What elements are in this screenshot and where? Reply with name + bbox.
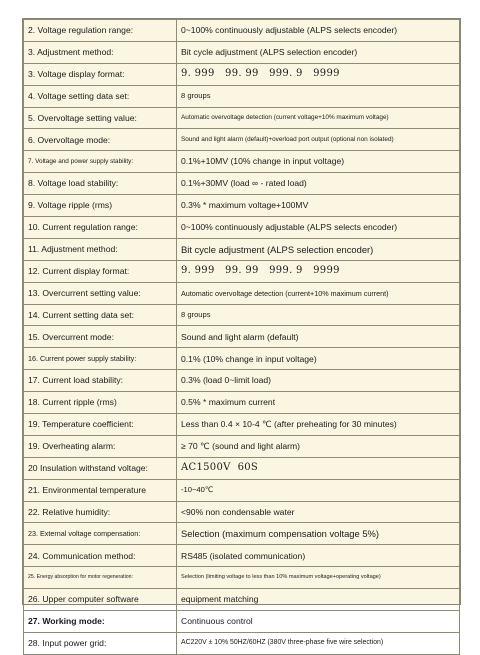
spec-value: Continuous control [177, 611, 460, 633]
spec-label: 3. Adjustment method: [24, 41, 177, 63]
spec-row-voltage-ripple [24, 195, 460, 217]
spec-label: 21. Environmental temperature [24, 479, 177, 501]
spec-row-voltage-load-stability [24, 173, 460, 195]
spec-row-current-power-supply-stability [24, 348, 460, 370]
spec-row-temperature-coefficient [24, 414, 460, 436]
spec-value: 0.3% (load 0~limit load) [177, 370, 460, 392]
spec-value: 0~100% continuously adjustable (ALPS selects encoder) [177, 20, 460, 42]
spec-label: 18. Current ripple (rms) [24, 392, 177, 414]
spec-row-overvoltage-mode [24, 129, 460, 151]
spec-value: AC220V ± 10% 50HZ/60HZ (380V three-phase five wire selection) [177, 632, 460, 654]
spec-value: -10~40℃ [177, 479, 460, 501]
spec-value: Automatic overvoltage detection (current voltage+10% maximum voltage) [177, 107, 460, 129]
spec-value: AC1500V 60S [177, 457, 460, 479]
spec-label: 15. Overcurrent mode: [24, 326, 177, 348]
spec-label: 14. Current setting data set: [24, 304, 177, 326]
spec-row-overcurrent-setting-value [24, 282, 460, 304]
spec-row-current-regulation-range [24, 217, 460, 239]
spec-label: 2. Voltage regulation range: [24, 20, 177, 42]
spec-label: 6. Overvoltage mode: [24, 129, 177, 151]
spec-label: 3. Voltage display format: [24, 63, 177, 85]
spec-value: <90% non condensable water [177, 501, 460, 523]
spec-label: 19. Overheating alarm: [24, 435, 177, 457]
spec-value: Automatic overvoltage detection (current+10% maximum current) [177, 282, 460, 304]
spec-row-voltage-display-format [24, 63, 460, 85]
spec-label: 12. Current display format: [24, 260, 177, 282]
spec-label: 20 Insulation withstand voltage: [24, 457, 177, 479]
spec-value: 0.3% * maximum voltage+100MV [177, 195, 460, 217]
spec-label: 26. Upper computer software [24, 589, 177, 611]
spec-value: Selection (limiting voltage to less than 10% maximum voltage+operating voltage) [177, 567, 460, 589]
spec-value: 0.1%+10MV (10% change in input voltage) [177, 151, 460, 173]
spec-row-current-display-format [24, 260, 460, 282]
spec-row-voltage-regulation-range [24, 20, 460, 42]
spec-table [23, 19, 460, 655]
spec-row-overvoltage-setting-value [24, 107, 460, 129]
spec-row-current-setting-data-set [24, 304, 460, 326]
spec-value: Bit cycle adjustment (ALPS selection encoder) [177, 238, 460, 260]
spec-value: 9. 999 99. 99 999. 9 9999 [177, 63, 460, 85]
spec-label: 27. Working mode: [24, 611, 177, 633]
spec-label: 28. Input power grid: [24, 632, 177, 654]
spec-row-communication-method [24, 545, 460, 567]
spec-value: ≥ 70 ℃ (sound and light alarm) [177, 435, 460, 457]
spec-row-voltage-setting-data-set [24, 85, 460, 107]
spec-row-external-voltage-compensation [24, 523, 460, 545]
spec-label: 24. Communication method: [24, 545, 177, 567]
spec-row-insulation-withstand-voltage [24, 457, 460, 479]
spec-label: 16. Current power supply stability: [24, 348, 177, 370]
spec-value: 0~100% continuously adjustable (ALPS selects encoder) [177, 217, 460, 239]
spec-label: 7. Voltage and power supply stability: [24, 151, 177, 173]
spec-row-overcurrent-mode [24, 326, 460, 348]
spec-row-current-adjustment-method [24, 238, 460, 260]
spec-row-environmental-temperature [24, 479, 460, 501]
spec-value: RS485 (isolated communication) [177, 545, 460, 567]
spec-row-working-mode [24, 611, 460, 633]
spec-value: equipment matching [177, 589, 460, 611]
spec-label: 8. Voltage load stability: [24, 173, 177, 195]
spec-row-current-load-stability [24, 370, 460, 392]
spec-row-energy-absorption [24, 567, 460, 589]
spec-row-current-ripple [24, 392, 460, 414]
spec-value: 9. 999 99. 99 999. 9 9999 [177, 260, 460, 282]
spec-value: Less than 0.4 × 10-4 ℃ (after preheating for 30 minutes) [177, 414, 460, 436]
spec-value: 0.1% (10% change in input voltage) [177, 348, 460, 370]
spec-value: 0.5% * maximum current [177, 392, 460, 414]
spec-value: 8 groups [177, 85, 460, 107]
spec-label: 23. External voltage compensation: [24, 523, 177, 545]
spec-row-voltage-adjustment-method [24, 41, 460, 63]
spec-value: Selection (maximum compensation voltage 5%) [177, 523, 460, 545]
spec-label: 5. Overvoltage setting value: [24, 107, 177, 129]
spec-row-input-power-grid [24, 632, 460, 654]
spec-label: 4. Voltage setting data set: [24, 85, 177, 107]
spec-label: 25. Energy absorption for motor regeneration: [24, 567, 177, 589]
spec-value: 0.1%+30MV (load ∞ - rated load) [177, 173, 460, 195]
spec-value: Bit cycle adjustment (ALPS selection encoder) [177, 41, 460, 63]
spec-label: 9. Voltage ripple (rms) [24, 195, 177, 217]
spec-row-overheating-alarm [24, 435, 460, 457]
spec-label: 13. Overcurrent setting value: [24, 282, 177, 304]
spec-row-voltage-power-supply-stability [24, 151, 460, 173]
spec-value: Sound and light alarm (default) [177, 326, 460, 348]
spec-value: Sound and light alarm (default)+overload port output (optional non isolated) [177, 129, 460, 151]
spec-row-relative-humidity [24, 501, 460, 523]
spec-label: 10. Current regulation range: [24, 217, 177, 239]
spec-label: 19. Temperature coefficient: [24, 414, 177, 436]
spec-label: 22. Relative humidity: [24, 501, 177, 523]
spec-row-upper-computer-software [24, 589, 460, 611]
spec-label: 17. Current load stability: [24, 370, 177, 392]
spec-label: 11. Adjustment method: [24, 238, 177, 260]
spec-value: 8 groups [177, 304, 460, 326]
spec-sheet [22, 18, 461, 649]
